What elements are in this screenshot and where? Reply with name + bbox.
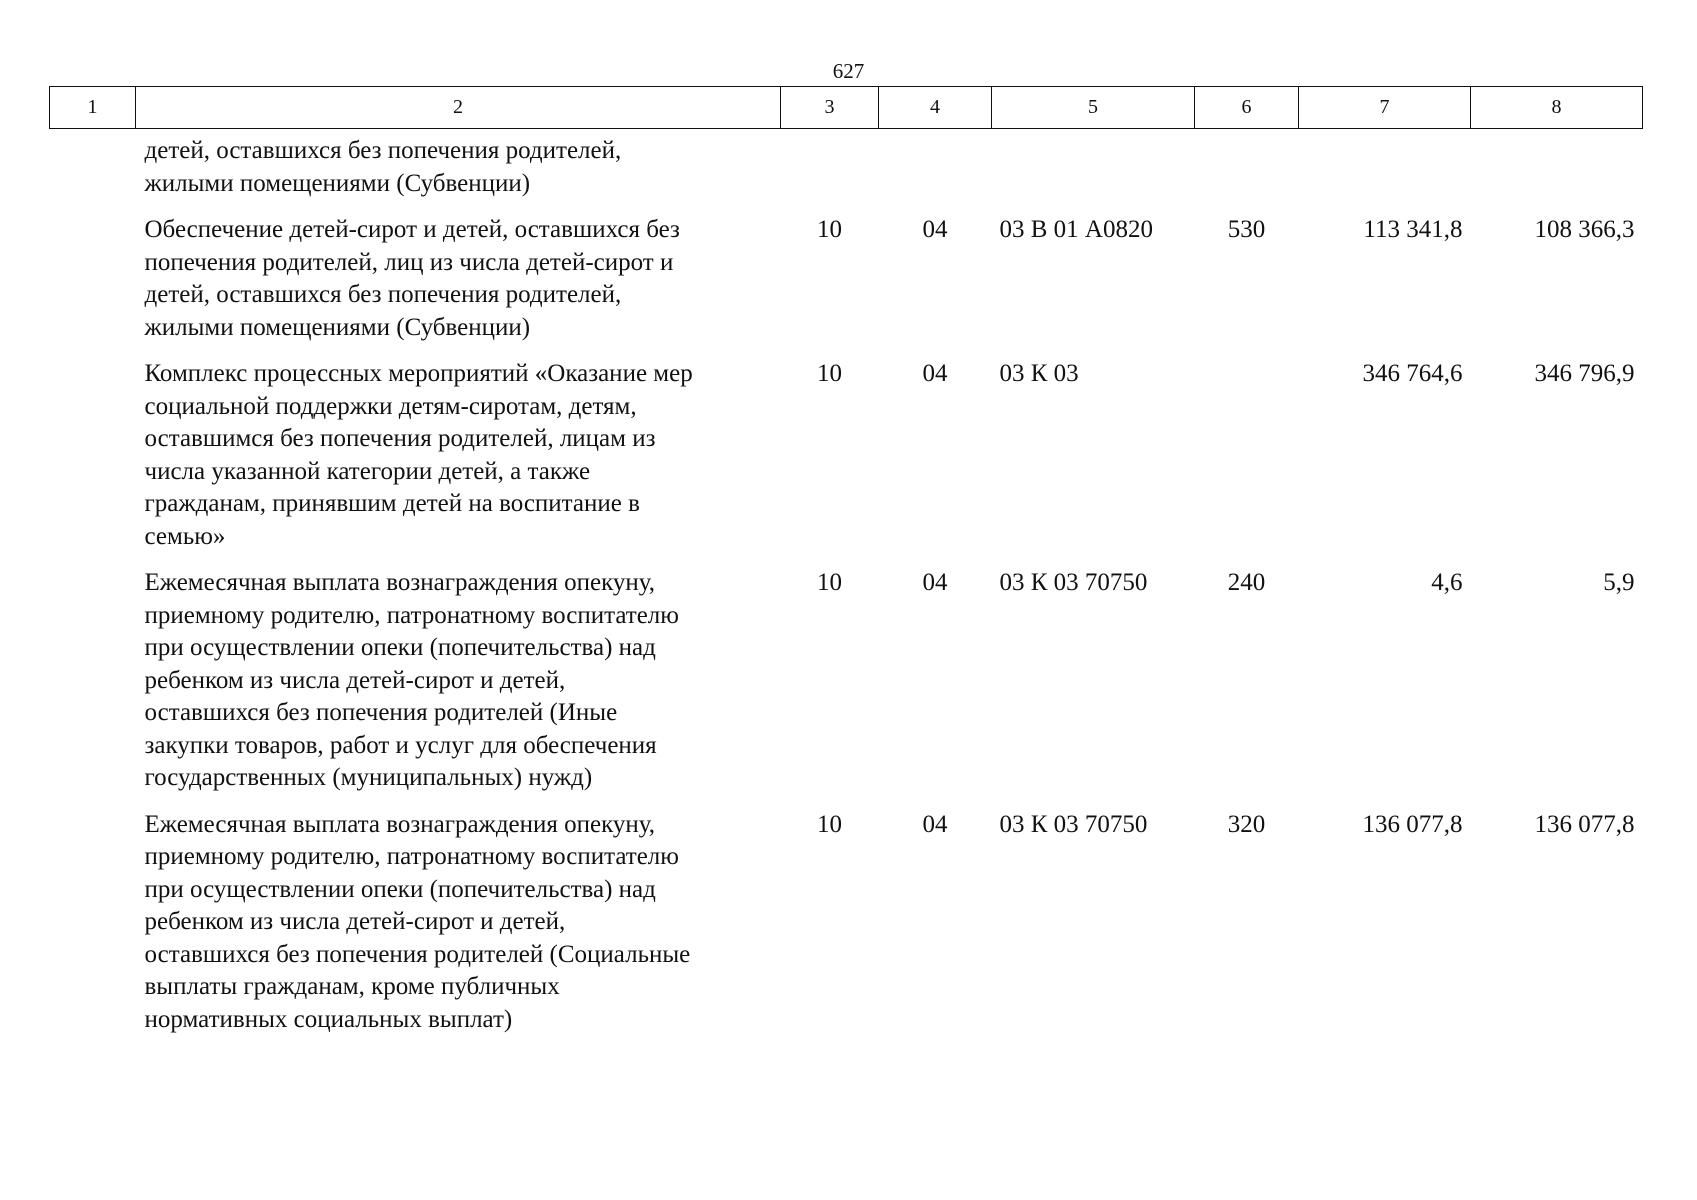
row-amount-col8: 136 077,8	[1534, 810, 1635, 838]
row-section: 10	[817, 569, 842, 596]
row-section	[781, 129, 879, 215]
row-amount-col8	[1471, 129, 1643, 215]
row-amount-col8: 5,9	[1603, 569, 1635, 596]
row-target-article: 03 К 03 70750	[999, 569, 1148, 596]
column-number-3: 3	[781, 87, 879, 129]
column-number-6: 6	[1195, 87, 1299, 129]
column-number-8: 8	[1471, 87, 1643, 129]
column-number-2: 2	[136, 87, 781, 129]
row-amount-col7	[1299, 129, 1471, 215]
row-amount-col7: 346 764,6	[1362, 360, 1463, 387]
row-expense-type	[1195, 358, 1299, 567]
table-row	[50, 129, 1643, 215]
column-number-1: 1	[50, 87, 136, 129]
row-name: Ежемесячная выплата вознаграждения опекуну, приемному родителю, патронатному воспитателю при осуществлении опеки (попечительства) над ребенком из числа детей-сирот и детей, оставшихся без попечения родителей (Социальные выплаты гражданам, кроме публичных нормативных социальных выплат)	[144, 810, 691, 1033]
row-target-article: 03 К 03	[999, 360, 1079, 387]
row-section: 10	[817, 360, 842, 387]
table-row	[50, 214, 1643, 358]
row-target-article: 03 К 03 70750	[999, 810, 1148, 838]
row-subsection: 04	[922, 569, 948, 596]
table-row	[50, 567, 1643, 809]
row-amount-col7: 113 341,8	[1363, 216, 1463, 243]
table-row	[50, 809, 1643, 1051]
table-header	[50, 87, 1643, 129]
row-amount-col7: 136 077,8	[1362, 810, 1463, 838]
column-number-7: 7	[1299, 87, 1471, 129]
page-number: 627	[832, 59, 865, 83]
row-amount-col8: 108 366,3	[1534, 216, 1635, 243]
row-section: 10	[817, 810, 842, 838]
row-subsection: 04	[922, 360, 948, 387]
row-name: Комплекс процессных мероприятий «Оказание мер социальной поддержки детям-сиротам, детям, оставшимся без попечения родителей, лицам из числа указанной категории детей, а также гражданам, принявшим детей на воспитание в семью»	[144, 360, 693, 550]
budget-table	[49, 86, 1643, 1050]
row-subsection	[879, 129, 992, 215]
row-subsection: 04	[922, 216, 948, 243]
row-name: Ежемесячная выплата вознаграждения опекуну, приемному родителю, патронатному воспитателю при осуществлении опеки (попечительства) над ребенком из числа детей-сирот и детей, оставшихся без попечения родителей (Иные закупки товаров, работ и услуг для обеспечения государственных (муниципальных) нужд)	[144, 569, 679, 791]
column-number-4: 4	[879, 87, 992, 129]
row-expense-type: 530	[1227, 216, 1266, 243]
column-number-5: 5	[992, 87, 1195, 129]
row-name: детей, оставшихся без попечения родителей, жилыми помещениями (Субвенции)	[144, 137, 622, 197]
row-expense-type: 240	[1227, 569, 1266, 596]
row-expense-type	[1195, 129, 1299, 215]
row-amount-col8: 346 796,9	[1534, 360, 1635, 387]
table-row	[50, 358, 1643, 567]
row-subsection: 04	[922, 810, 948, 838]
row-amount-col7: 4,6	[1431, 569, 1463, 596]
row-name: Обеспечение детей-сирот и детей, оставшихся без попечения родителей, лиц из числа детей-сирот и детей, оставшихся без попечения родителей, жилыми помещениями (Субвенции)	[144, 216, 680, 341]
row-target-article: 03 В 01 А0820	[999, 216, 1153, 243]
row-target-article	[992, 129, 1195, 215]
table-body	[50, 129, 1643, 1051]
row-section: 10	[817, 216, 842, 243]
row-expense-type: 320	[1227, 810, 1266, 838]
